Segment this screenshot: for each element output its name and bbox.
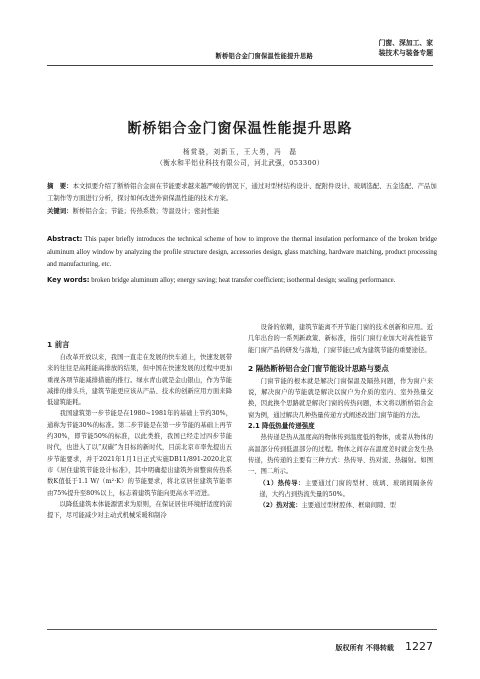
section-tag-line-1: 门窗、深加工、家 xyxy=(378,39,433,47)
body-paragraph: 自改革开放以来，我国一直走在发展的快车道上，快速发展带来的往往是高耗能高排放的结果，但中国在快速发展的过程中更加重视各项节能减排措施的推行。绿水青山就是金山银山，作为节能减排的排头兵，建筑节能更应该从产品、技术的创新应用方面来降低建筑能耗。 xyxy=(47,354,232,407)
section-heading-intro: 1 前言 xyxy=(47,340,70,349)
right-column xyxy=(248,322,433,511)
page-footer xyxy=(335,635,433,654)
abstract-cn-label: 摘 要： xyxy=(47,182,73,190)
subsection-heading-2-1: 2.1 降低热量传递强度 xyxy=(248,422,315,431)
keywords-cn-text: 断桥铝合金；节能；传热系数；等温设计；密封性能 xyxy=(72,207,220,215)
keywords-en-text: broken bridge aluminum alloy; energy saving; heat transfer coefficient; isothermal design; sealing performance. xyxy=(91,277,396,284)
body-paragraph: 热传递是热从温度高的物体传到温度低的物体，或者从物体的高温部分传到低温部分的过程。物体之间存在温度差时就会发生热传递，热传递的主要有三种方式：热传导、热对流、热辐射。如图一、图二所示。 xyxy=(248,434,433,476)
footer-journal: 版权所有 不得转载 xyxy=(335,644,394,652)
section-heading-2: 2 隔热断桥铝合金门窗节能设计思路与要点 xyxy=(248,363,389,373)
keywords-en-label: Key words: xyxy=(47,276,90,284)
paper-authors: 杨赏骁，刘新玉，王大勇，冯 磊 xyxy=(183,148,297,156)
left-column xyxy=(47,339,232,521)
keywords-cn-label: 关键词： xyxy=(47,207,73,215)
list-item-label: （1）热传导： xyxy=(259,479,305,487)
page-number: 1227 xyxy=(405,640,433,653)
keywords-cn xyxy=(47,205,437,217)
list-item-text: 主要通过门窗的型材、玻璃、玻璃间隔条传递，大约占到热流失量的50%。 xyxy=(259,479,433,498)
abstract-en xyxy=(47,233,437,272)
abstract-en-text: This paper briefly introduces the technical scheme of how to improve the thermal insulation performance of the broken bridge aluminum alloy window by analyzing the profile structure design, accessories design, glass matching, hardware matching, product processing and manufacturing, etc. xyxy=(47,236,437,269)
body-paragraph: 设备的依赖，建筑节能离不开节能门窗的技术创新和应用。近几年出台的一系列新政策、新标准，指引门窗行业加大对高性能节能门窗产品的研发与落地，门窗节能已成为建筑节能的重要途径。 xyxy=(248,324,433,354)
spacer xyxy=(248,356,433,363)
paper-affiliation: （衡水和平铝业科技有限公司，河北武强，053300） xyxy=(156,159,324,167)
list-item xyxy=(248,500,433,511)
list-item-text: 主要通过型材腔体、框扇间隙、型 xyxy=(301,502,396,510)
abstract-cn-text: 本文拟要介绍了断桥铝合金窗在节能要求越来越严峻的情况下，通过对型材结构设计、配附件设计、玻璃选配、五金选配、产品加工制作等方面进行分析，探讨如何改进外窗保温性能的技术方案。 xyxy=(47,182,437,202)
body-paragraph: 我国建筑第一步节能是在1980~1981年的基础上节约30%，通称为节能30%的标准。第二步节能是在第一步节能的基础上再节约30%，即节能50%的标准，以此类推，我国已经走过四步节能时代，也进入了以“双碳”为目标的新时代，目前北京市率先提出五步节能要求，并于2021年1月1日正式实施DB11/891-2020北京市《居住建筑节能设计标准》，其中明确提出建筑外窗整窗传热系数K值低于1.1 W/（m²·K）的节能要求，将北京居住建筑节能率由75%提升至80%以上，标志着建筑节能向更高水平迈进。 xyxy=(47,410,232,497)
list-item xyxy=(248,478,433,501)
header-rule xyxy=(47,65,433,66)
keywords-en xyxy=(47,274,437,288)
footer-rule xyxy=(47,629,437,630)
section-tag xyxy=(323,38,433,58)
paper-title: 断桥铝合金门窗保温性能提升思路 xyxy=(127,121,353,137)
body-paragraph: 门窗节能的根本就是解决门窗保温及隔热问题，作为窗户来说，解决窗户的节能就是解决以窗户为介质的室内、室外热量交换，因此换个思路就是解决门窗的传热问题，本文将以断桥铝合金窗为例，通过解决几种热量传递方式阐述改进门窗节能的方法。 xyxy=(248,377,433,419)
page-header xyxy=(47,36,433,66)
running-title: 断桥铝合金门窗保温性能提升思路 xyxy=(215,53,313,60)
body-paragraph: 以降低建筑本体能源需求为原则，在保证居住环境舒适度的前提下，尽可能减少对主动式机械采暖和制冷 xyxy=(47,500,232,520)
list-item-label: （2）热对流： xyxy=(259,502,302,510)
abstract-en-label: Abstract: xyxy=(47,235,83,243)
abstract-cn xyxy=(47,180,437,204)
section-tag-line-2: 装技术与装备专题 xyxy=(378,49,433,57)
